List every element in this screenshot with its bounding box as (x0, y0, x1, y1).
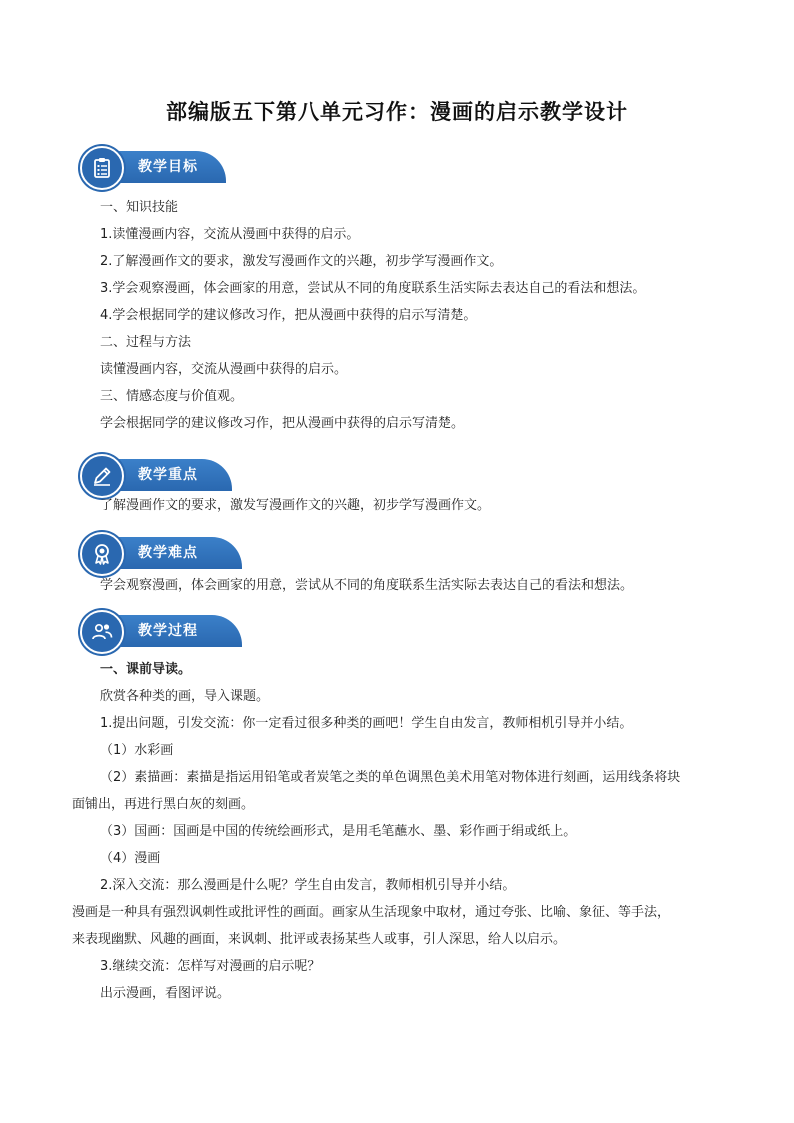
process-line: （4）漫画 (100, 851, 161, 866)
goals-line: 2.了解漫画作文的要求，激发写漫画作文的兴趣，初步学写漫画作文。 (100, 254, 503, 269)
goals-line: 一、知识技能 (100, 200, 179, 215)
difficulty-text: 学会观察漫画，体会画家的用意，尝试从不同的角度联系生活实际去表达自己的看法和想法。 (100, 578, 634, 593)
goals-line: 3.学会观察漫画，体会画家的用意，尝试从不同的角度联系生活实际去表达自己的看法和想法。 (100, 281, 646, 296)
process-line: 1.提出问题，引发交流：你一定看过很多种类的画吧！学生自由发言，教师相机引导并小结。 (100, 716, 633, 731)
process-line: 出示漫画，看图评说。 (100, 986, 231, 1001)
page-title: 部编版五下第八单元习作：漫画的启示教学设计 (166, 99, 628, 124)
goals-line: 4.学会根据同学的建议修改习作，把从漫画中获得的启示写清楚。 (100, 308, 477, 323)
goals-line: 二、过程与方法 (100, 335, 192, 350)
process-line: 欣赏各种类的画，导入课题。 (100, 689, 270, 704)
process-line: （2）素描画：素描是指运用铅笔或者炭笔之类的单色调黑色美术用笔对物体进行刻画，运用线条将块 (100, 770, 681, 785)
pencil-icon (80, 454, 124, 498)
process-line: （1）水彩画 (100, 743, 174, 758)
process-line: 漫画是一种具有强烈讽刺性或批评性的画面。画家从生活现象中取材，通过夸张、比喻、象征、等手法， (72, 905, 671, 920)
key-point-text: 了解漫画作文的要求，激发写漫画作文的兴趣，初步学写漫画作文。 (100, 498, 491, 513)
section-title-difficulty: 教学难点 (138, 545, 198, 561)
process-line: 来表现幽默、风趣的画面，来讽刺、批评或表扬某些人或事，引人深思，给人以启示。 (72, 932, 567, 947)
process-line: 2.深入交流：那么漫画是什么呢？学生自由发言，教师相机引导并小结。 (100, 878, 516, 893)
section-header-key (80, 454, 235, 496)
goals-line: 读懂漫画内容，交流从漫画中获得的启示。 (100, 362, 348, 377)
goals-line: 三、情感态度与价值观。 (100, 389, 244, 404)
clipboard-checklist-icon (80, 146, 124, 190)
goals-line: 1.读懂漫画内容，交流从漫画中获得的启示。 (100, 227, 360, 242)
award-ribbon-icon (80, 532, 124, 576)
process-line: 3.继续交流：怎样写对漫画的启示呢？ (100, 959, 321, 974)
process-line: 面铺出，再进行黑白灰的刻画。 (72, 797, 255, 812)
process-line: （3）国画：国画是中国的传统绘画形式，是用毛笔蘸水、墨、彩作画于绢或纸上。 (100, 824, 577, 839)
section-header-goals (80, 146, 230, 188)
section-header-process (80, 610, 245, 652)
team-people-icon (80, 610, 124, 654)
section-title-goals: 教学目标 (138, 159, 198, 175)
process-heading: 一、课前导读。 (100, 662, 192, 677)
goals-line: 学会根据同学的建议修改习作，把从漫画中获得的启示写清楚。 (100, 416, 465, 431)
section-header-difficulty (80, 532, 245, 574)
section-title-key: 教学重点 (138, 467, 198, 483)
section-title-process: 教学过程 (138, 623, 198, 639)
